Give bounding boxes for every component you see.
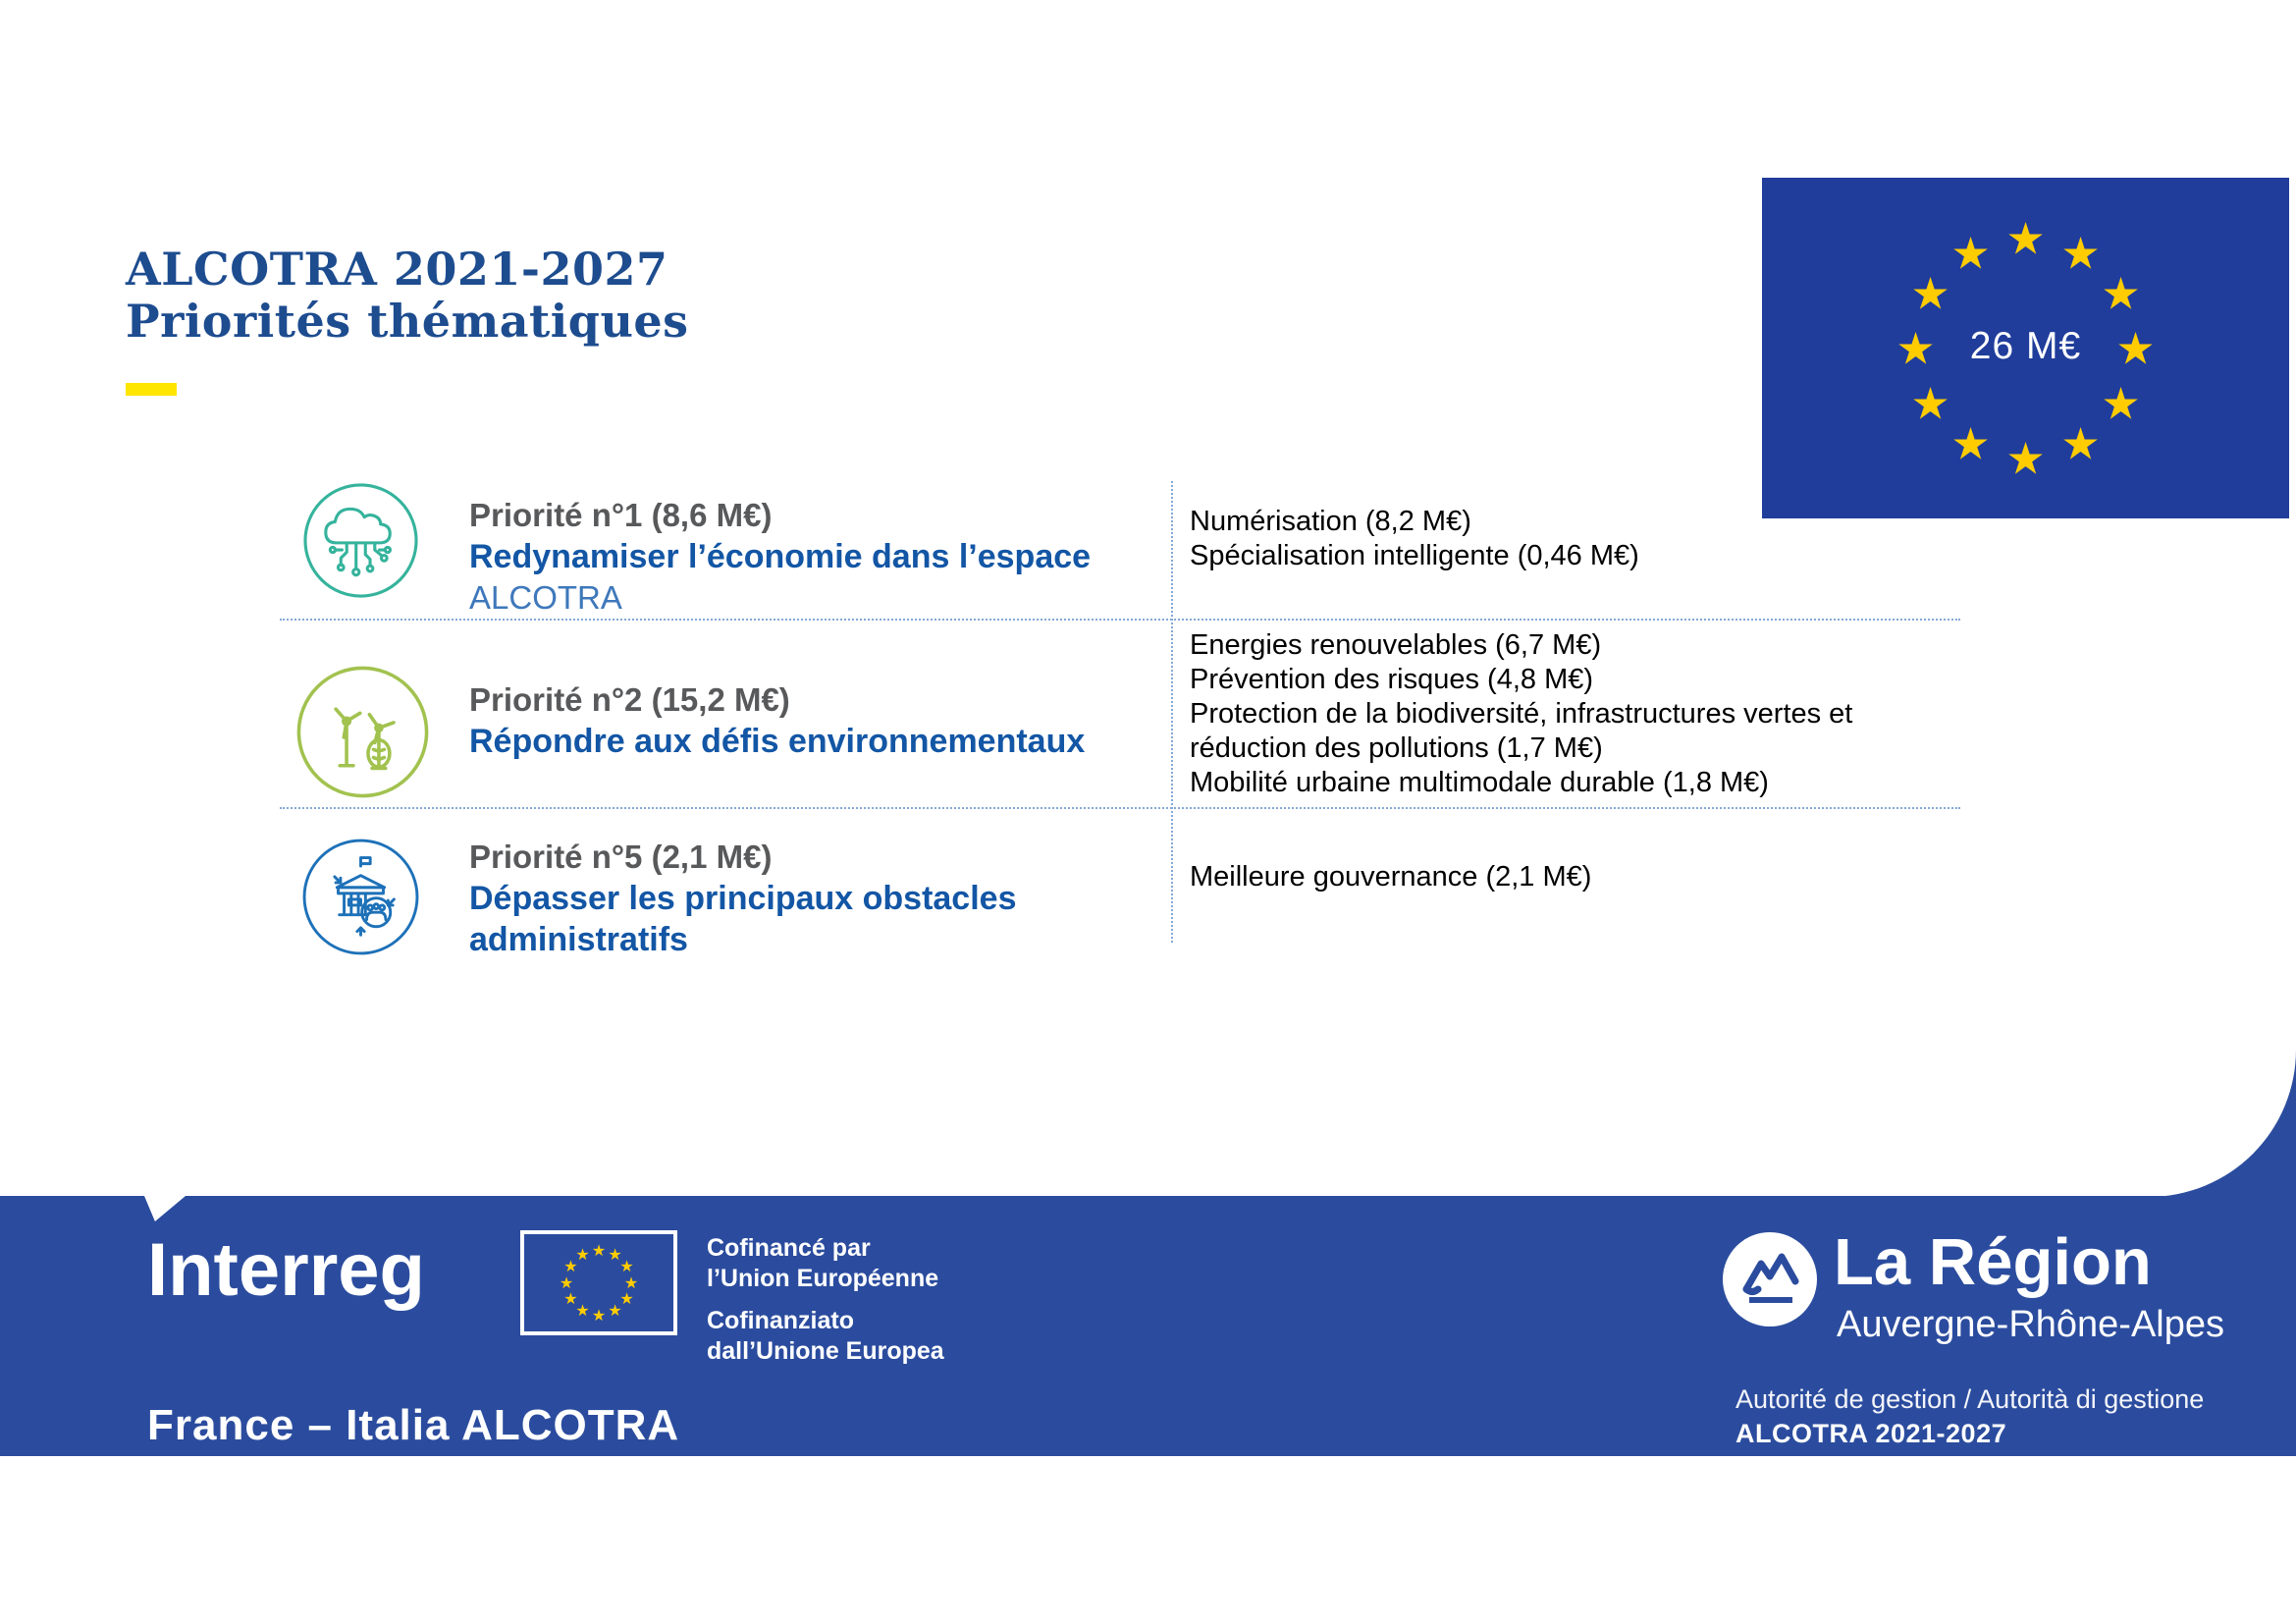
cofinance-fr-line2: l’Union Européenne bbox=[707, 1265, 939, 1292]
authority-line2: ALCOTRA 2021-2027 bbox=[1735, 1419, 2007, 1448]
eu-star-icon: ★ bbox=[575, 1244, 590, 1264]
priority-2-details bbox=[1190, 628, 1948, 800]
eu-star-icon: ★ bbox=[563, 1257, 578, 1275]
eu-star-icon: ★ bbox=[2060, 227, 2101, 279]
eu-star-icon: ★ bbox=[575, 1301, 590, 1321]
priority-1-title: Redynamiser l’économie dans l’espace bbox=[469, 538, 1092, 575]
cofinance-it-line1: Cofinanziato bbox=[707, 1307, 854, 1334]
cofinance-it-line2: dall’Unione Europea bbox=[707, 1337, 944, 1365]
eu-star-icon: ★ bbox=[619, 1257, 634, 1275]
eu-star-icon: ★ bbox=[1950, 417, 1991, 469]
eu-star-icon: ★ bbox=[2115, 322, 2156, 374]
cofinance-fr-line1: Cofinancé par bbox=[707, 1234, 871, 1262]
priority-2-title: Répondre aux défis environnementaux bbox=[469, 723, 1086, 760]
eu-star-icon: ★ bbox=[2101, 267, 2141, 319]
eu-star-icon: ★ bbox=[2101, 377, 2141, 429]
government-building-icon bbox=[301, 838, 420, 956]
priority-5-label: Priorité n°5 (2,1 M€) bbox=[469, 839, 773, 875]
eu-star-icon: ★ bbox=[623, 1272, 639, 1292]
region-mountain-logo bbox=[1723, 1232, 1817, 1326]
title-accent-dash bbox=[126, 383, 177, 396]
region-name: La Région bbox=[1834, 1225, 2152, 1299]
eu-star-icon: ★ bbox=[1950, 227, 1991, 279]
eu-star-icon: ★ bbox=[2005, 432, 2046, 484]
eu-star-icon: ★ bbox=[591, 1305, 607, 1325]
eu-budget-amount: 26 M€ bbox=[1969, 324, 2082, 367]
page-title bbox=[126, 244, 689, 348]
program-name: France – Italia ALCOTRA bbox=[147, 1401, 680, 1449]
priority-1-text bbox=[469, 495, 1176, 619]
eu-star-icon: ★ bbox=[563, 1289, 578, 1308]
row-divider-1 bbox=[280, 619, 1960, 621]
eu-star-icon: ★ bbox=[1910, 377, 1950, 429]
detail-line: Prévention des risques (4,8 M€) bbox=[1190, 664, 1594, 695]
eu-star-icon: ★ bbox=[1910, 267, 1950, 319]
cofinance-fr bbox=[707, 1233, 944, 1294]
cofinance-it bbox=[707, 1306, 944, 1367]
page-title-line1: ALCOTRA 2021-2027 bbox=[126, 243, 668, 296]
page-title-line2: Priorités thématiques bbox=[126, 295, 689, 348]
eu-star-icon: ★ bbox=[619, 1289, 634, 1308]
row-divider-2 bbox=[280, 807, 1960, 809]
eu-star-icon: ★ bbox=[2060, 417, 2101, 469]
priority-1-subtitle: ALCOTRA bbox=[469, 579, 622, 616]
cofinance-text bbox=[707, 1233, 944, 1367]
cloud-network-icon bbox=[302, 482, 419, 599]
eu-flag-footer bbox=[520, 1230, 677, 1335]
eu-stars-ring-small bbox=[524, 1234, 673, 1331]
priority-2-label: Priorité n°2 (15,2 M€) bbox=[469, 681, 790, 718]
interreg-logo: Interreg bbox=[147, 1228, 425, 1312]
priority-2-text bbox=[469, 679, 1176, 762]
detail-line: Meilleure gouvernance (2,1 M€) bbox=[1190, 861, 1592, 893]
eu-star-icon: ★ bbox=[559, 1272, 574, 1292]
detail-line: Protection de la biodiversité, infrastructures vertes et réduction des pollutions (1,7 M€) bbox=[1190, 698, 1853, 764]
eu-star-icon: ★ bbox=[608, 1301, 622, 1321]
priority-5-text bbox=[469, 837, 1176, 960]
eu-flag-badge bbox=[1762, 178, 2289, 518]
detail-line: Spécialisation intelligente (0,46 M€) bbox=[1190, 540, 1639, 571]
priority-5-details bbox=[1190, 860, 1948, 894]
eu-star-icon: ★ bbox=[1896, 322, 1936, 374]
eu-star-icon: ★ bbox=[2005, 212, 2046, 264]
priority-5-title: Dépasser les principaux obstacles administratifs bbox=[469, 880, 1017, 958]
detail-line: Energies renouvelables (6,7 M€) bbox=[1190, 629, 1602, 661]
eu-star-icon: ★ bbox=[608, 1244, 622, 1264]
wind-turbines-icon bbox=[295, 665, 430, 799]
managing-authority bbox=[1735, 1382, 2204, 1451]
priority-1-details bbox=[1190, 505, 1948, 573]
detail-line: Mobilité urbaine multimodale durable (1,8 M€) bbox=[1190, 767, 1769, 798]
authority-line1: Autorité de gestion / Autorità di gestione bbox=[1735, 1384, 2205, 1414]
footer-rounded-corner bbox=[2143, 1049, 2296, 1197]
eu-star-icon: ★ bbox=[591, 1240, 607, 1260]
detail-line: Numérisation (8,2 M€) bbox=[1190, 506, 1471, 537]
priority-1-label: Priorité n°1 (8,6 M€) bbox=[469, 497, 773, 533]
region-subtitle: Auvergne-Rhône-Alpes bbox=[1837, 1304, 2225, 1345]
